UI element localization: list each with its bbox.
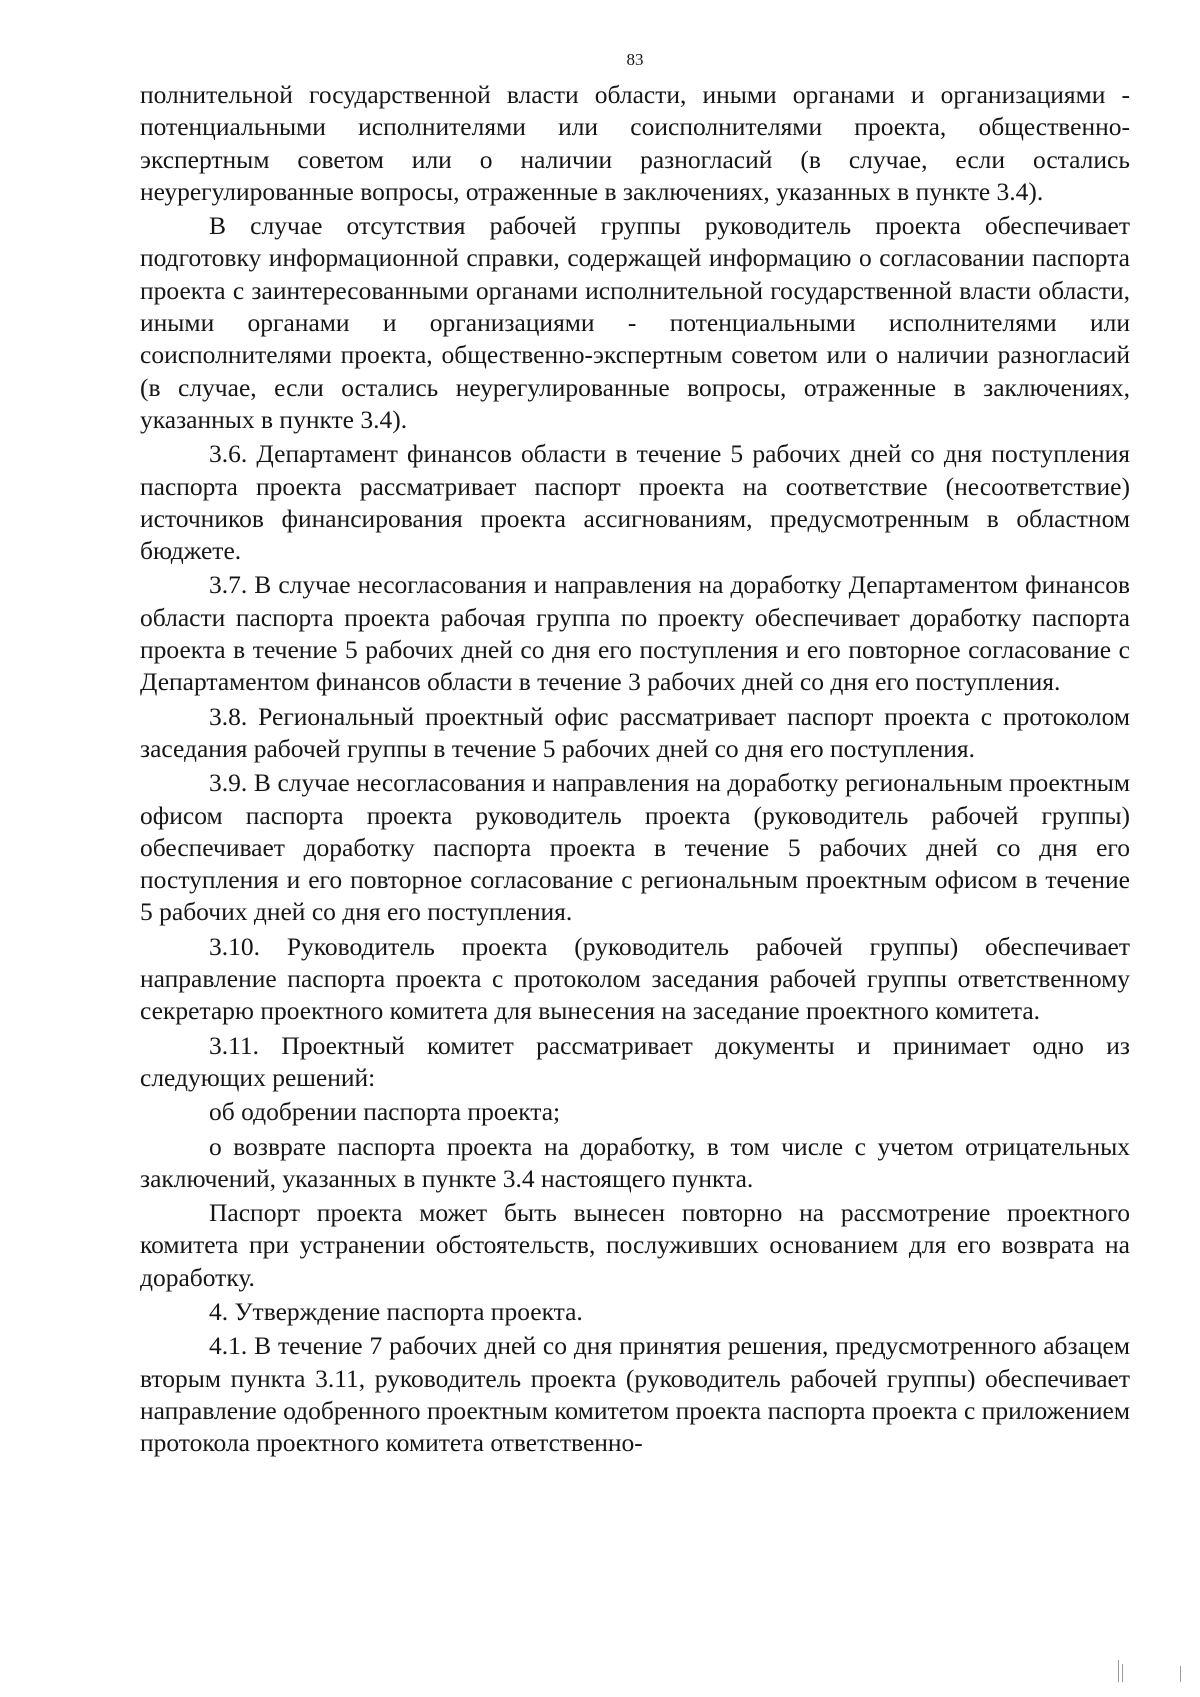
paragraph-no-working-group: В случае отсутствия рабочей группы руководитель проекта обеспечивает подготовку информационной справки, содержащей информацию о согласовании паспорта проекта с заинтересованными органами исполнительной государственной власти области, иными органами и организациями - потенциальными исполнителями или соисполнителями проекта, общественно-экспертным советом или о наличии разногласий (в случае, если остались неурегулированные вопросы, отраженные в заключениях, указанных в пункте 3.4). xyxy=(140,211,1130,434)
scan-edge-mark xyxy=(1118,1660,1119,1682)
paragraph-resubmission: Паспорт проекта может быть вынесен повторно на рассмотрение проектного комитета при устранении обстоятельств, послуживших основанием для его возврата на доработку. xyxy=(140,1198,1130,1292)
page-number: 83 xyxy=(626,50,644,69)
scan-edge-mark xyxy=(1122,1664,1123,1682)
paragraph-3-7: 3.7. В случае несогласования и направления на доработку Департаментом финансов области паспорта проекта рабочая группа по проекту обеспечивает доработку паспорта проекта в течение 5 рабочих дней со дня его поступления и его повторное согласование с Департаментом финансов области в течение 3 рабочих дней со дня его поступления. xyxy=(140,570,1130,697)
section-heading-4: 4. Утверждение паспорта проекта. xyxy=(209,1296,583,1326)
list-item-return: о возврате паспорта проекта на доработку, в том числе с учетом отрицательных заключений, указанных в пункте 3.4 настоящего пункта. xyxy=(140,1131,1130,1193)
paragraph-continuation: полнительной государственной власти области, иными органами и организациями - потенциальными исполнителями или соисполнителями проекта, общественно-экспертным советом или о наличии разногласий (в случае, если остались неурегулированные вопросы, отраженные в заключениях, указанных в пункте 3.4). xyxy=(140,80,1130,206)
scan-edge-mark xyxy=(1180,1666,1181,1682)
paragraph-3-6: 3.6. Департамент финансов области в течение 5 рабочих дней со дня поступления паспорта проекта рассматривает паспорт проекта на соответствие (несоответствие) источников финансирования проекта ассигнованиям, предусмотренным в областном бюджете. xyxy=(140,439,1130,566)
paragraph-3-10: 3.10. Руководитель проекта (руководитель рабочей группы) обеспечивает направление паспорта проекта с протоколом заседания рабочей группы ответственному секретарю проектного комитета для вынесения на заседание проектного комитета. xyxy=(140,931,1130,1026)
paragraph-3-8: 3.8. Региональный проектный офис рассматривает паспорт проекта с протоколом заседания рабочей группы в течение 5 рабочих дней со дня его поступления. xyxy=(140,701,1130,763)
document-body xyxy=(140,79,1130,1461)
paragraph-3-9: 3.9. В случае несогласования и направления на доработку региональным проектным офисом паспорта проекта руководитель проекта (руководитель рабочей группы) обеспечивает доработку паспорта проекта в течение 5 рабочих дней со дня его поступления и его повторное согласование с региональным проектным офисом в течение 5 рабочих дней со дня его поступления. xyxy=(140,768,1130,927)
paragraph-3-11: 3.11. Проектный комитет рассматривает документы и принимает одно из следующих решений: xyxy=(140,1030,1130,1092)
list-item-approval: об одобрении паспорта проекта; xyxy=(209,1097,561,1127)
paragraph-4-1: 4.1. В течение 7 рабочих дней со дня принятия решения, предусмотренного абзацем вторым пункта 3.11, руководитель проекта (руководитель рабочей группы) обеспечивает направление одобренного проектным комитетом проекта паспорта проекта с приложением протокола проектного комитета ответственно- xyxy=(140,1331,1130,1458)
